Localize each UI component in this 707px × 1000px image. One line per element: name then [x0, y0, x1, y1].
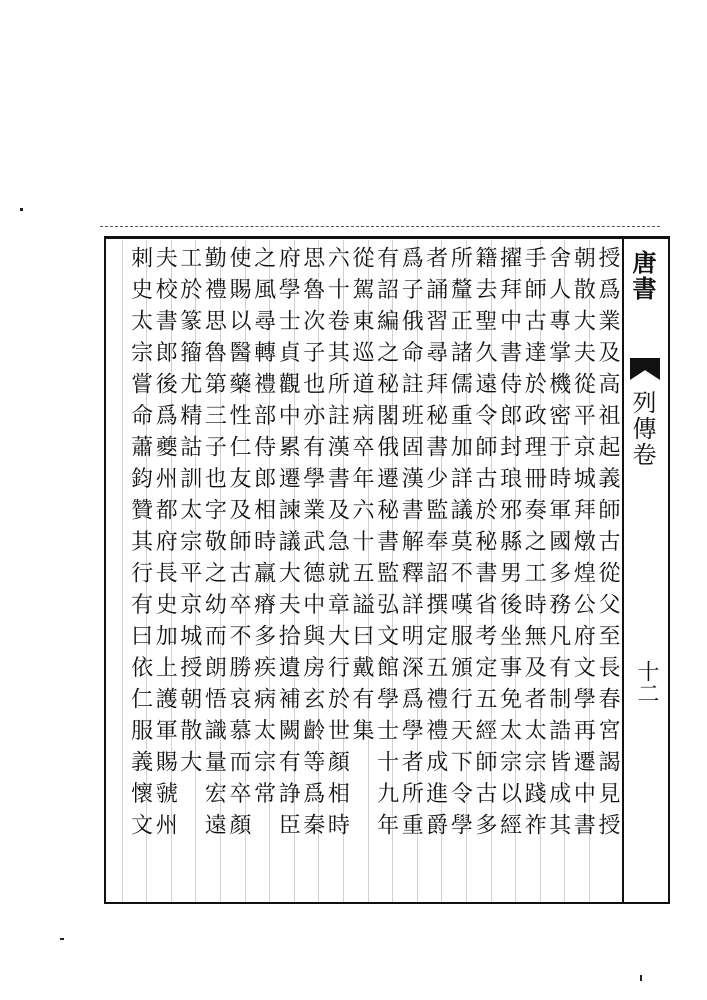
- text-column: 思魯次子也亦有學業武德中與房玄齡等爲秦: [299, 246, 325, 845]
- text-column: 授爲業及高祖起義師古從父至長春宮謁見授: [595, 246, 620, 845]
- text-column: 所釐正諸儒重加詳議莫不嘆服頒行天下令學: [447, 246, 473, 845]
- margin-volume: 列傳卷: [628, 390, 656, 468]
- text-column: 刺史太宗嘗命蕭鈞贊其行有曰依仁服義懷文: [127, 246, 153, 845]
- text-column: 工於篆籀尤精詁訓太宗平京城授朝散大: [176, 246, 202, 782]
- text-column: 籍去聖久遠令師古於秘書省考定五經師古多: [472, 246, 497, 845]
- text-column: 勤禮思魯第三子也字敬之幼而朗悟識量宏遠: [201, 246, 227, 845]
- margin-title: 唐書: [628, 250, 657, 302]
- ink-speck: [640, 975, 642, 981]
- margin-strip: [622, 238, 666, 902]
- text-column: 有詔編之秘閣俄遷秘書監弘文館學士十九年: [373, 246, 399, 845]
- text-column: 六十卷其所註漢書及急就章大行於世顏相時: [324, 246, 350, 845]
- text-column: 舍人專掌機密于時軍國多務凡有制誥皆成其: [545, 246, 571, 845]
- text-column: 府學士貞觀中累遷諫議大夫拾遺補闕有諍臣: [275, 246, 301, 845]
- text-column: 朝散大夫從平京城拜燉煌公府文學再遷中書: [570, 246, 596, 845]
- column-rule: [122, 240, 123, 902]
- text-column: 之風尋轉禮部侍郎相時羸瘠多疾病太宗常: [250, 246, 276, 813]
- ink-speck: [60, 938, 64, 940]
- text-column: 使賜以醫藥性仁友及師古卒不勝哀慕而卒顏: [226, 246, 251, 845]
- ink-speck: [20, 208, 23, 211]
- text-column: 手師古達於政理冊奏之工時無及者太宗踐祚: [521, 246, 547, 845]
- text-column: 者誦習尋拜秘書少監奉詔撰定五禮禮成進爵: [422, 246, 448, 845]
- text-column: 爲子俄命註班固漢書解釋詳明深爲學者所重: [398, 246, 424, 845]
- text-column: 擢拜中書侍郎封琅邪縣男後坐事免太宗以經: [496, 246, 522, 845]
- margin-page-number: 十二: [634, 660, 659, 704]
- text-column: 從駕東巡道病卒年六十五謚曰戴有集: [349, 246, 374, 750]
- frame-top-ornament: [100, 226, 660, 235]
- text-column: 夫校書郎後爲夔州都府長史加上護軍賜虢州: [152, 246, 178, 845]
